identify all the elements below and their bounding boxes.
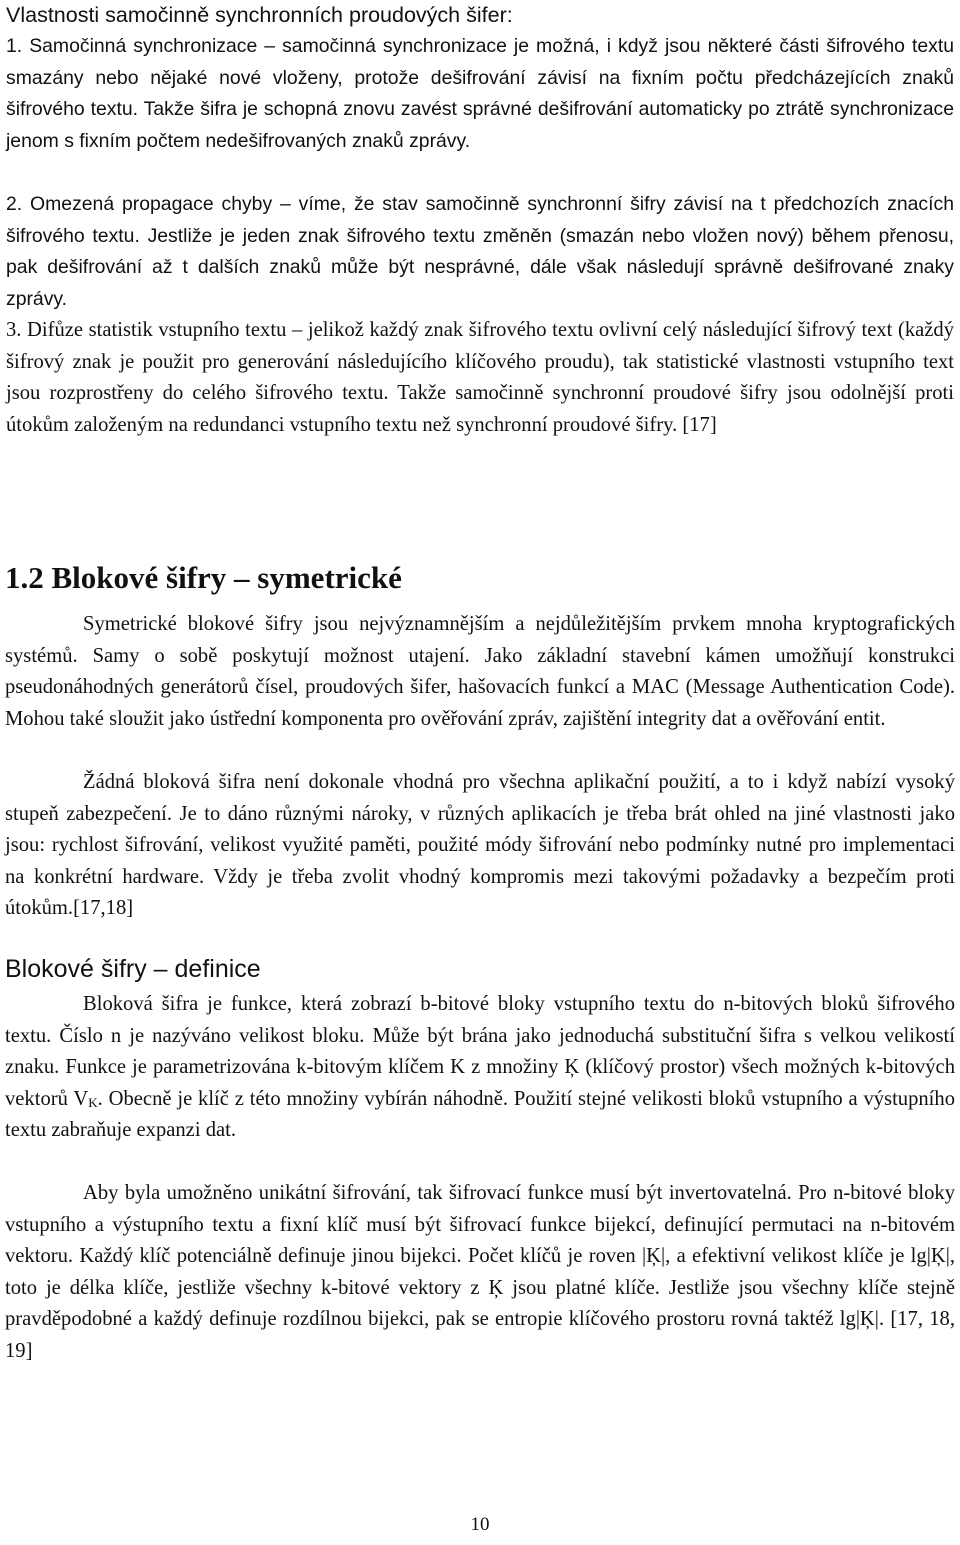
list-item-limited-error-propagation: 2. Omezená propagace chyby – víme, že stav samočinně synchronní šifry závisí na t předchozích znacích šifrového textu. Jestliže je jeden znak šifrového textu změněn (smazán nebo vložen nový) během přenosu, pak dešifrování až t dalších znaků může být nesprávné, dále však následují správně dešifrované znaky zprávy. — [6, 193, 954, 310]
intro-title: Vlastnosti samočinně synchronních proudových šifer: — [6, 3, 513, 27]
subsection-heading: Blokové šifry – definice — [5, 955, 261, 983]
bijection-text-d: jsou platné klíče. Jestliže jsou všechny klíče stejně pravděpodobné a každý definuje rozdílnou bijekci, pak se entropie klíčového prostoru rovná taktéž lg — [5, 1276, 956, 1331]
definition-text-b: (klíčový prostor) všech možných k-bitových vektorů V — [5, 1056, 955, 1110]
bijection-text-c: , toto je délka klíče, jestliže všechny k-bitové vektory z — [5, 1245, 955, 1299]
key-space-symbol: Ķ — [564, 1056, 580, 1079]
section-paragraph-1: Symetrické blokové šifry jsou nejvýznamnějším a nejdůležitějším prvkem mnoha kryptografických systémů. Samy o sobě poskytují možnost utajení. Jako základní stavební kámen umožňují konstrukci pseudonáhodných generátorů čísel, proudových šifer, hašovacích funkcí a MAC (Message Authentication Code). Mohou také sloužit jako ústřední komponenta pro ověřování zpráv, zajištění integrity dat a ověřování entit. — [5, 613, 955, 730]
definition-text-a: Bloková šifra je funkce, která zobrazí b-bitové bloky vstupního textu do n-bitových bloků šifrového textu. Číslo n je nazýváno velikost bloku. Může být brána jako jednoduchá substituční šifra s velkou velikostí znaku. Funkce je parametrizována k-bitovým klíčem K z množiny — [5, 993, 955, 1079]
bijection-text-e: . [17, 18, 19] — [5, 1308, 955, 1362]
list-item-self-synchronization: 1. Samočinná synchronizace – samočinná synchronizace je možná, i když jsou některé části šifrového textu smazány nebo nějaké nové vloženy, protože dešifrování závisí na fixním počtu předcházejících znaků šifrového textu. Takže šifra je schopná znovu zavést správné dešifrování automaticky po ztrátě synchronizace jenom s fixním počtem nedešifrovaných znaků zprávy. — [6, 35, 954, 152]
list-item-statistics-diffusion: 3. Difůze statistik vstupního textu – jelikož každý znak šifrového textu ovlivní celý následující šifrový text (každý šifrový znak je použit pro generování následujícího klíčového proudu), tak statistické vlastnosti vstupního text jsou rozprostřeny do celého šifrového textu. Takže samočinně synchronní proudové šifry jsou odolnější proti útokům založeným na redundanci vstupního textu než synchronní proudové šifry. [17] — [6, 319, 954, 436]
section-paragraph-2: Žádná bloková šifra není dokonale vhodná pro všechna aplikační použití, a to i když nabízí vysoký stupeň zabezpečení. Je to dáno různými nároky, v různých aplikacích je třeba brát ohled na jiné vlastnosti jako jsou: rychlost šifrování, velikost využité paměti, použité módy šifrování nebo podmínky nutné pro implementaci na konkrétní hardware. Vždy je třeba zvolit vhodný kompromis mezi takovými požadavky a bezpečím proti útokům.[17,18] — [5, 771, 955, 920]
key-space-cardinality: |Ķ| — [855, 1308, 879, 1331]
definition-text-c: . Obecně je klíč z této množiny vybírán náhodně. Použití stejné velikosti bloků vstupního a výstupního textu zabraňuje expanzi dat. — [5, 1087, 955, 1142]
bijection-text-b: , a efektivní velikost klíče je lg — [665, 1245, 927, 1268]
page-number: 10 — [470, 1514, 490, 1535]
section-heading: 1.2 Blokové šifry – symetrické — [5, 560, 402, 595]
key-space-cardinality: |Ķ| — [641, 1245, 666, 1268]
key-space-symbol: Ķ — [488, 1276, 504, 1299]
bijection-text-a: Aby byla umožněno unikátní šifrování, tak šifrovací funkce musí být invertovatelná. Pro n-bitové bloky vstupního a výstupního textu a fixní klíč musí být šifrovací funkce bijekcí, definující permutaci na n-bitovém vektoru. Každý klíč potenciálně definuje jinou bijekci. Počet klíčů je roven — [5, 1182, 955, 1268]
subscript-k: K — [88, 1094, 98, 1110]
key-space-cardinality: |Ķ| — [926, 1245, 950, 1268]
definition-paragraph-1 — [5, 989, 955, 1147]
definition-paragraph-2 — [5, 1178, 955, 1368]
